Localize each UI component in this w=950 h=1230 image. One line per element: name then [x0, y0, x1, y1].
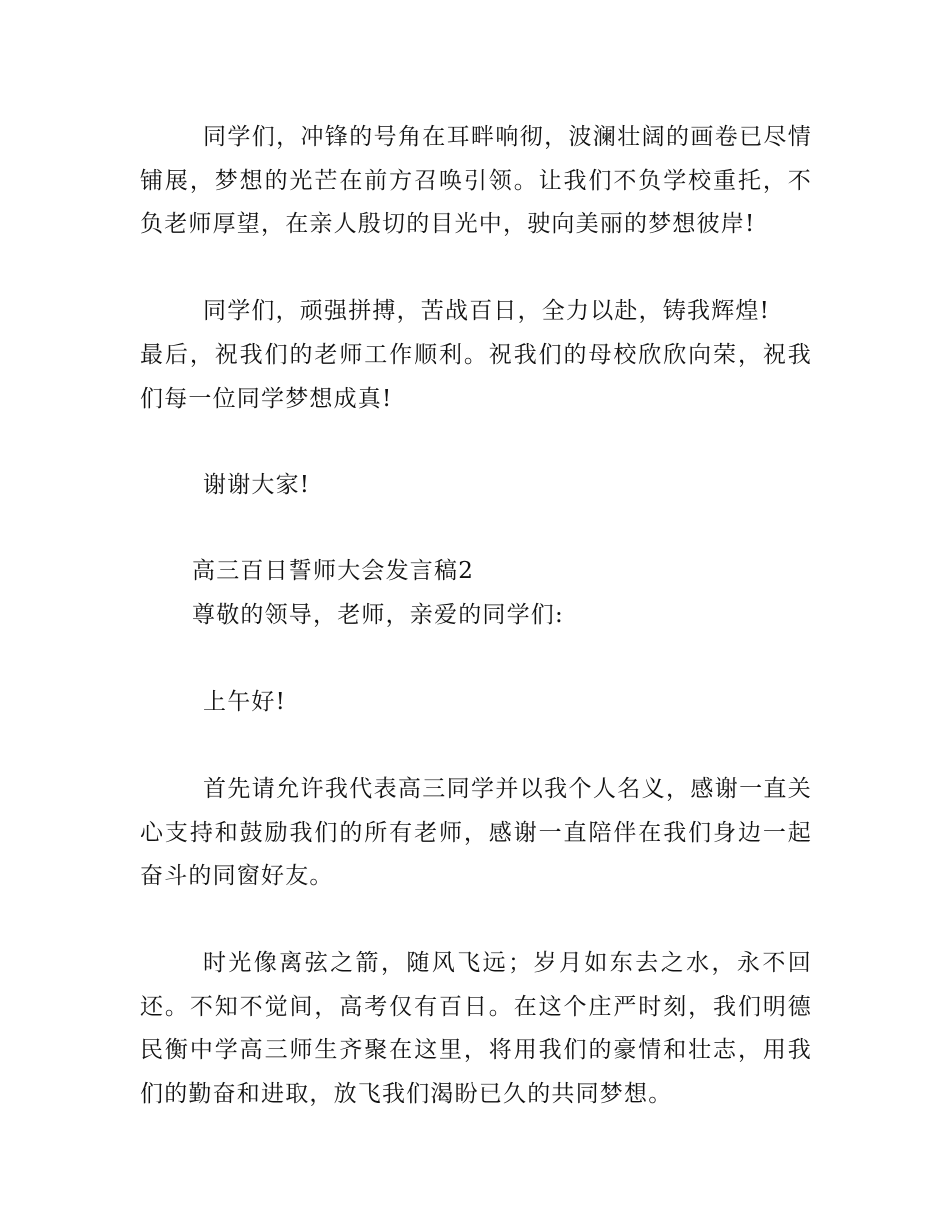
- paragraph-gratitude: 首先请允许我代表高三同学并以我个人名义，感谢一直关心支持和鼓励我们的所有老师，感谢一直陪伴在我们身边一起奋斗的同窗好友。: [140, 776, 812, 889]
- paragraph-final-wishes: 最后，祝我们的老师工作顺利。祝我们的母校欣欣向荣，祝我们每一位同学梦想成真!: [140, 342, 812, 412]
- section-title: 高三百日誓师大会发言稿2: [192, 558, 475, 584]
- salutation: 尊敬的领导，老师，亲爱的同学们:: [192, 602, 564, 628]
- paragraph-closing-call: 同学们，冲锋的号角在耳畔响彻，波澜壮阔的画卷已尽情铺展，梦想的光芒在前方召唤引领。让我们不负学校重托，不负老师厚望，在亲人殷切的目光中，驶向美丽的梦想彼岸!: [140, 124, 812, 237]
- paragraph-greeting: 上午好!: [203, 689, 287, 715]
- paragraph-time: 时光像离弦之箭，随风飞远；岁月如东去之水，永不回还。不知不觉间，高考仅有百日。在这个庄严时刻，我们明德民衡中学高三师生齐聚在这里，将用我们的豪情和壮志，用我们的勤奋和进取，放飞我们渴盼已久的共同梦想。: [140, 950, 812, 1107]
- paragraph-thanks: 谢谢大家!: [203, 472, 311, 498]
- paragraph-struggle: 同学们，顽强拼搏，苦战百日，全力以赴，铸我辉煌!: [203, 298, 771, 324]
